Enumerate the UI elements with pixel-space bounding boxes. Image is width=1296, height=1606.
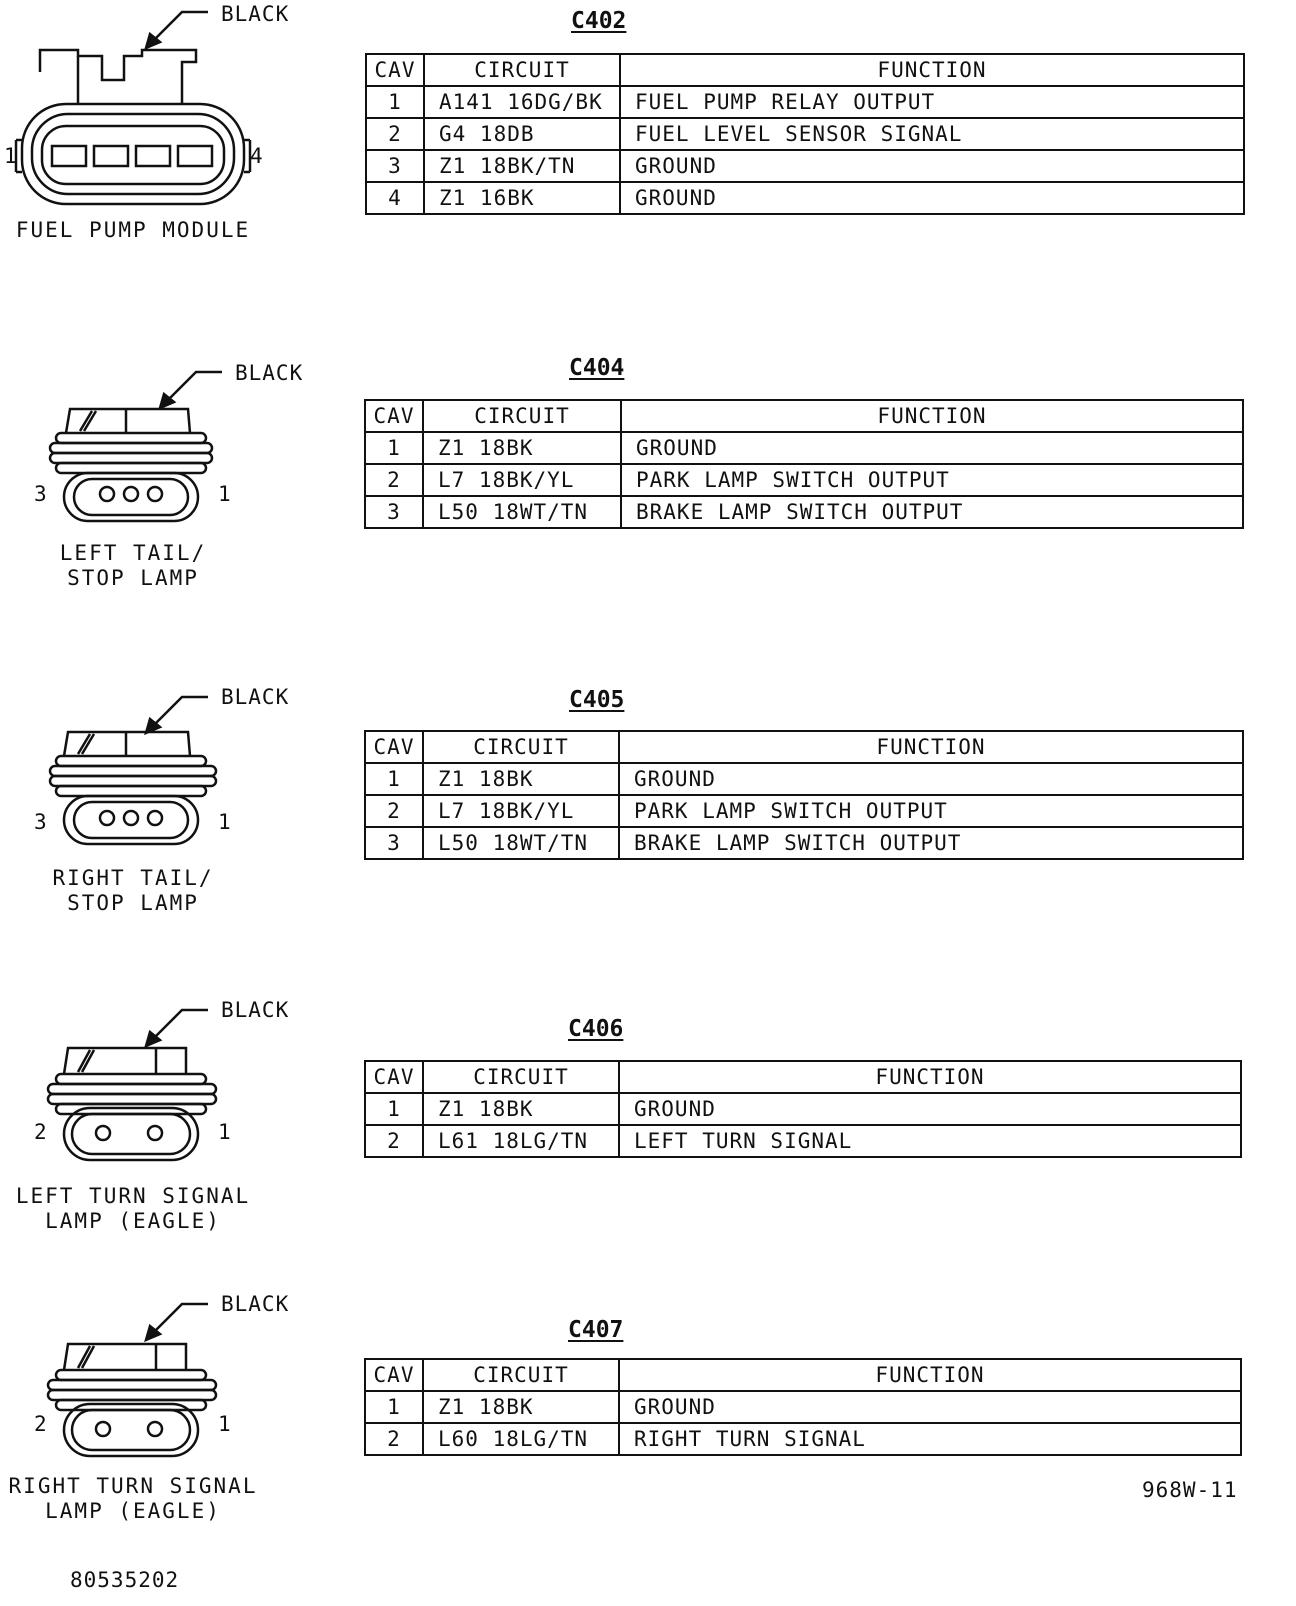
pin-number-left: 3 bbox=[34, 482, 47, 506]
cell-function: GROUND bbox=[619, 763, 1243, 795]
table-row bbox=[365, 1423, 1241, 1455]
table-row bbox=[365, 1391, 1241, 1423]
header-function: FUNCTION bbox=[621, 400, 1243, 432]
header-cav: CAV bbox=[365, 1359, 423, 1391]
cell-function: GROUND bbox=[620, 150, 1244, 182]
pin-number-left: 1 bbox=[4, 144, 17, 168]
pin-number-left: 2 bbox=[34, 1412, 47, 1436]
table-row bbox=[365, 432, 1243, 464]
left-turn-signal-lamp-connector-icon bbox=[0, 996, 320, 1196]
cell-function: BRAKE LAMP SWITCH OUTPUT bbox=[621, 496, 1243, 528]
cell-circuit: L61 18LG/TN bbox=[423, 1125, 619, 1157]
cell-cav: 4 bbox=[366, 182, 424, 214]
cell-function: PARK LAMP SWITCH OUTPUT bbox=[619, 795, 1243, 827]
cell-circuit: Z1 18BK bbox=[423, 763, 619, 795]
cell-function: RIGHT TURN SIGNAL bbox=[619, 1423, 1241, 1455]
cell-cav: 2 bbox=[365, 1423, 423, 1455]
cell-cav: 1 bbox=[365, 432, 423, 464]
cell-cav: 1 bbox=[365, 1093, 423, 1125]
table-row bbox=[365, 1125, 1241, 1157]
connector-section-c407 bbox=[0, 1290, 1296, 1540]
connector-section-c405 bbox=[0, 684, 1296, 924]
header-cav: CAV bbox=[365, 731, 423, 763]
cell-circuit: A141 16DG/BK bbox=[424, 86, 620, 118]
pin-number-right: 4 bbox=[250, 144, 263, 168]
cell-cav: 1 bbox=[366, 86, 424, 118]
connector-section-c404 bbox=[0, 355, 1296, 605]
table-header-row bbox=[365, 1061, 1241, 1093]
connector-section-c406 bbox=[0, 996, 1296, 1236]
connector-pinout-table bbox=[364, 730, 1244, 860]
connector-caption: LEFT TURN SIGNAL LAMP (EAGLE) bbox=[15, 1184, 251, 1233]
pin-number-left: 3 bbox=[34, 810, 47, 834]
connector-color-label: BLACK bbox=[221, 1292, 290, 1316]
header-cav: CAV bbox=[365, 400, 423, 432]
right-tail-stop-lamp-connector-icon bbox=[0, 684, 320, 884]
cell-circuit: L50 18WT/TN bbox=[423, 496, 621, 528]
cell-circuit: Z1 18BK bbox=[423, 1391, 619, 1423]
cell-circuit: L7 18BK/YL bbox=[423, 795, 619, 827]
cell-cav: 1 bbox=[365, 763, 423, 795]
cell-circuit: L60 18LG/TN bbox=[423, 1423, 619, 1455]
connector-pinout-table bbox=[365, 53, 1245, 215]
cell-function: GROUND bbox=[620, 182, 1244, 214]
table-row bbox=[366, 182, 1244, 214]
part-number: 80535202 bbox=[70, 1568, 180, 1592]
connector-pinout-table bbox=[364, 1358, 1242, 1456]
header-circuit: CIRCUIT bbox=[423, 1061, 619, 1093]
header-function: FUNCTION bbox=[619, 731, 1243, 763]
table-row bbox=[365, 795, 1243, 827]
table-header-row bbox=[365, 400, 1243, 432]
connector-color-label: BLACK bbox=[221, 998, 290, 1022]
pin-number-right: 1 bbox=[218, 810, 231, 834]
table-row bbox=[365, 1093, 1241, 1125]
cell-cav: 3 bbox=[365, 827, 423, 859]
cell-circuit: L50 18WT/TN bbox=[423, 827, 619, 859]
cell-cav: 3 bbox=[365, 496, 423, 528]
connector-color-label: BLACK bbox=[221, 2, 290, 26]
connector-title: C404 bbox=[569, 355, 625, 381]
cell-cav: 1 bbox=[365, 1391, 423, 1423]
header-function: FUNCTION bbox=[619, 1359, 1241, 1391]
header-cav: CAV bbox=[365, 1061, 423, 1093]
connector-color-label: BLACK bbox=[235, 361, 304, 385]
cell-function: PARK LAMP SWITCH OUTPUT bbox=[621, 464, 1243, 496]
cell-cav: 3 bbox=[366, 150, 424, 182]
cell-function: GROUND bbox=[619, 1093, 1241, 1125]
cell-circuit: Z1 18BK bbox=[423, 1093, 619, 1125]
cell-function: BRAKE LAMP SWITCH OUTPUT bbox=[619, 827, 1243, 859]
header-circuit: CIRCUIT bbox=[424, 54, 620, 86]
pin-number-right: 1 bbox=[218, 1120, 231, 1144]
header-function: FUNCTION bbox=[620, 54, 1244, 86]
table-header-row bbox=[365, 1359, 1241, 1391]
header-circuit: CIRCUIT bbox=[423, 731, 619, 763]
cell-cav: 2 bbox=[365, 795, 423, 827]
table-row bbox=[366, 150, 1244, 182]
connector-caption: LEFT TAIL/ STOP LAMP bbox=[59, 541, 207, 590]
cell-function: FUEL LEVEL SENSOR SIGNAL bbox=[620, 118, 1244, 150]
figure-code: 968W-11 bbox=[1142, 1478, 1238, 1502]
connector-title: C405 bbox=[569, 687, 625, 713]
table-row bbox=[366, 118, 1244, 150]
connector-color-label: BLACK bbox=[221, 685, 290, 709]
header-circuit: CIRCUIT bbox=[423, 1359, 619, 1391]
cell-function: GROUND bbox=[619, 1391, 1241, 1423]
cell-circuit: L7 18BK/YL bbox=[423, 464, 621, 496]
connector-title: C402 bbox=[571, 8, 627, 34]
table-row bbox=[365, 763, 1243, 795]
connector-section-c402 bbox=[0, 0, 1296, 260]
table-row bbox=[365, 827, 1243, 859]
table-header-row bbox=[366, 54, 1244, 86]
connector-pinout-table bbox=[364, 1060, 1242, 1158]
connector-title: C406 bbox=[568, 1016, 624, 1042]
pin-number-left: 2 bbox=[34, 1120, 47, 1144]
cell-cav: 2 bbox=[365, 464, 423, 496]
cell-circuit: G4 18DB bbox=[424, 118, 620, 150]
cell-circuit: Z1 18BK/TN bbox=[424, 150, 620, 182]
cell-function: LEFT TURN SIGNAL bbox=[619, 1125, 1241, 1157]
table-row bbox=[366, 86, 1244, 118]
cell-function: FUEL PUMP RELAY OUTPUT bbox=[620, 86, 1244, 118]
connector-pinout-table bbox=[364, 399, 1244, 529]
connector-caption: RIGHT TURN SIGNAL LAMP (EAGLE) bbox=[8, 1474, 258, 1523]
table-header-row bbox=[365, 731, 1243, 763]
connector-caption: RIGHT TAIL/ STOP LAMP bbox=[52, 866, 214, 915]
cell-function: GROUND bbox=[621, 432, 1243, 464]
cell-cav: 2 bbox=[366, 118, 424, 150]
cell-circuit: Z1 18BK bbox=[423, 432, 621, 464]
table-row bbox=[365, 464, 1243, 496]
header-circuit: CIRCUIT bbox=[423, 400, 621, 432]
pin-number-right: 1 bbox=[218, 1412, 231, 1436]
header-function: FUNCTION bbox=[619, 1061, 1241, 1093]
cell-cav: 2 bbox=[365, 1125, 423, 1157]
connector-title: C407 bbox=[568, 1317, 624, 1343]
connector-caption: FUEL PUMP MODULE bbox=[15, 218, 251, 242]
right-turn-signal-lamp-connector-icon bbox=[0, 1290, 320, 1490]
left-tail-stop-lamp-connector-icon bbox=[0, 355, 320, 555]
cell-circuit: Z1 16BK bbox=[424, 182, 620, 214]
pin-number-right: 1 bbox=[218, 482, 231, 506]
header-cav: CAV bbox=[366, 54, 424, 86]
table-row bbox=[365, 496, 1243, 528]
